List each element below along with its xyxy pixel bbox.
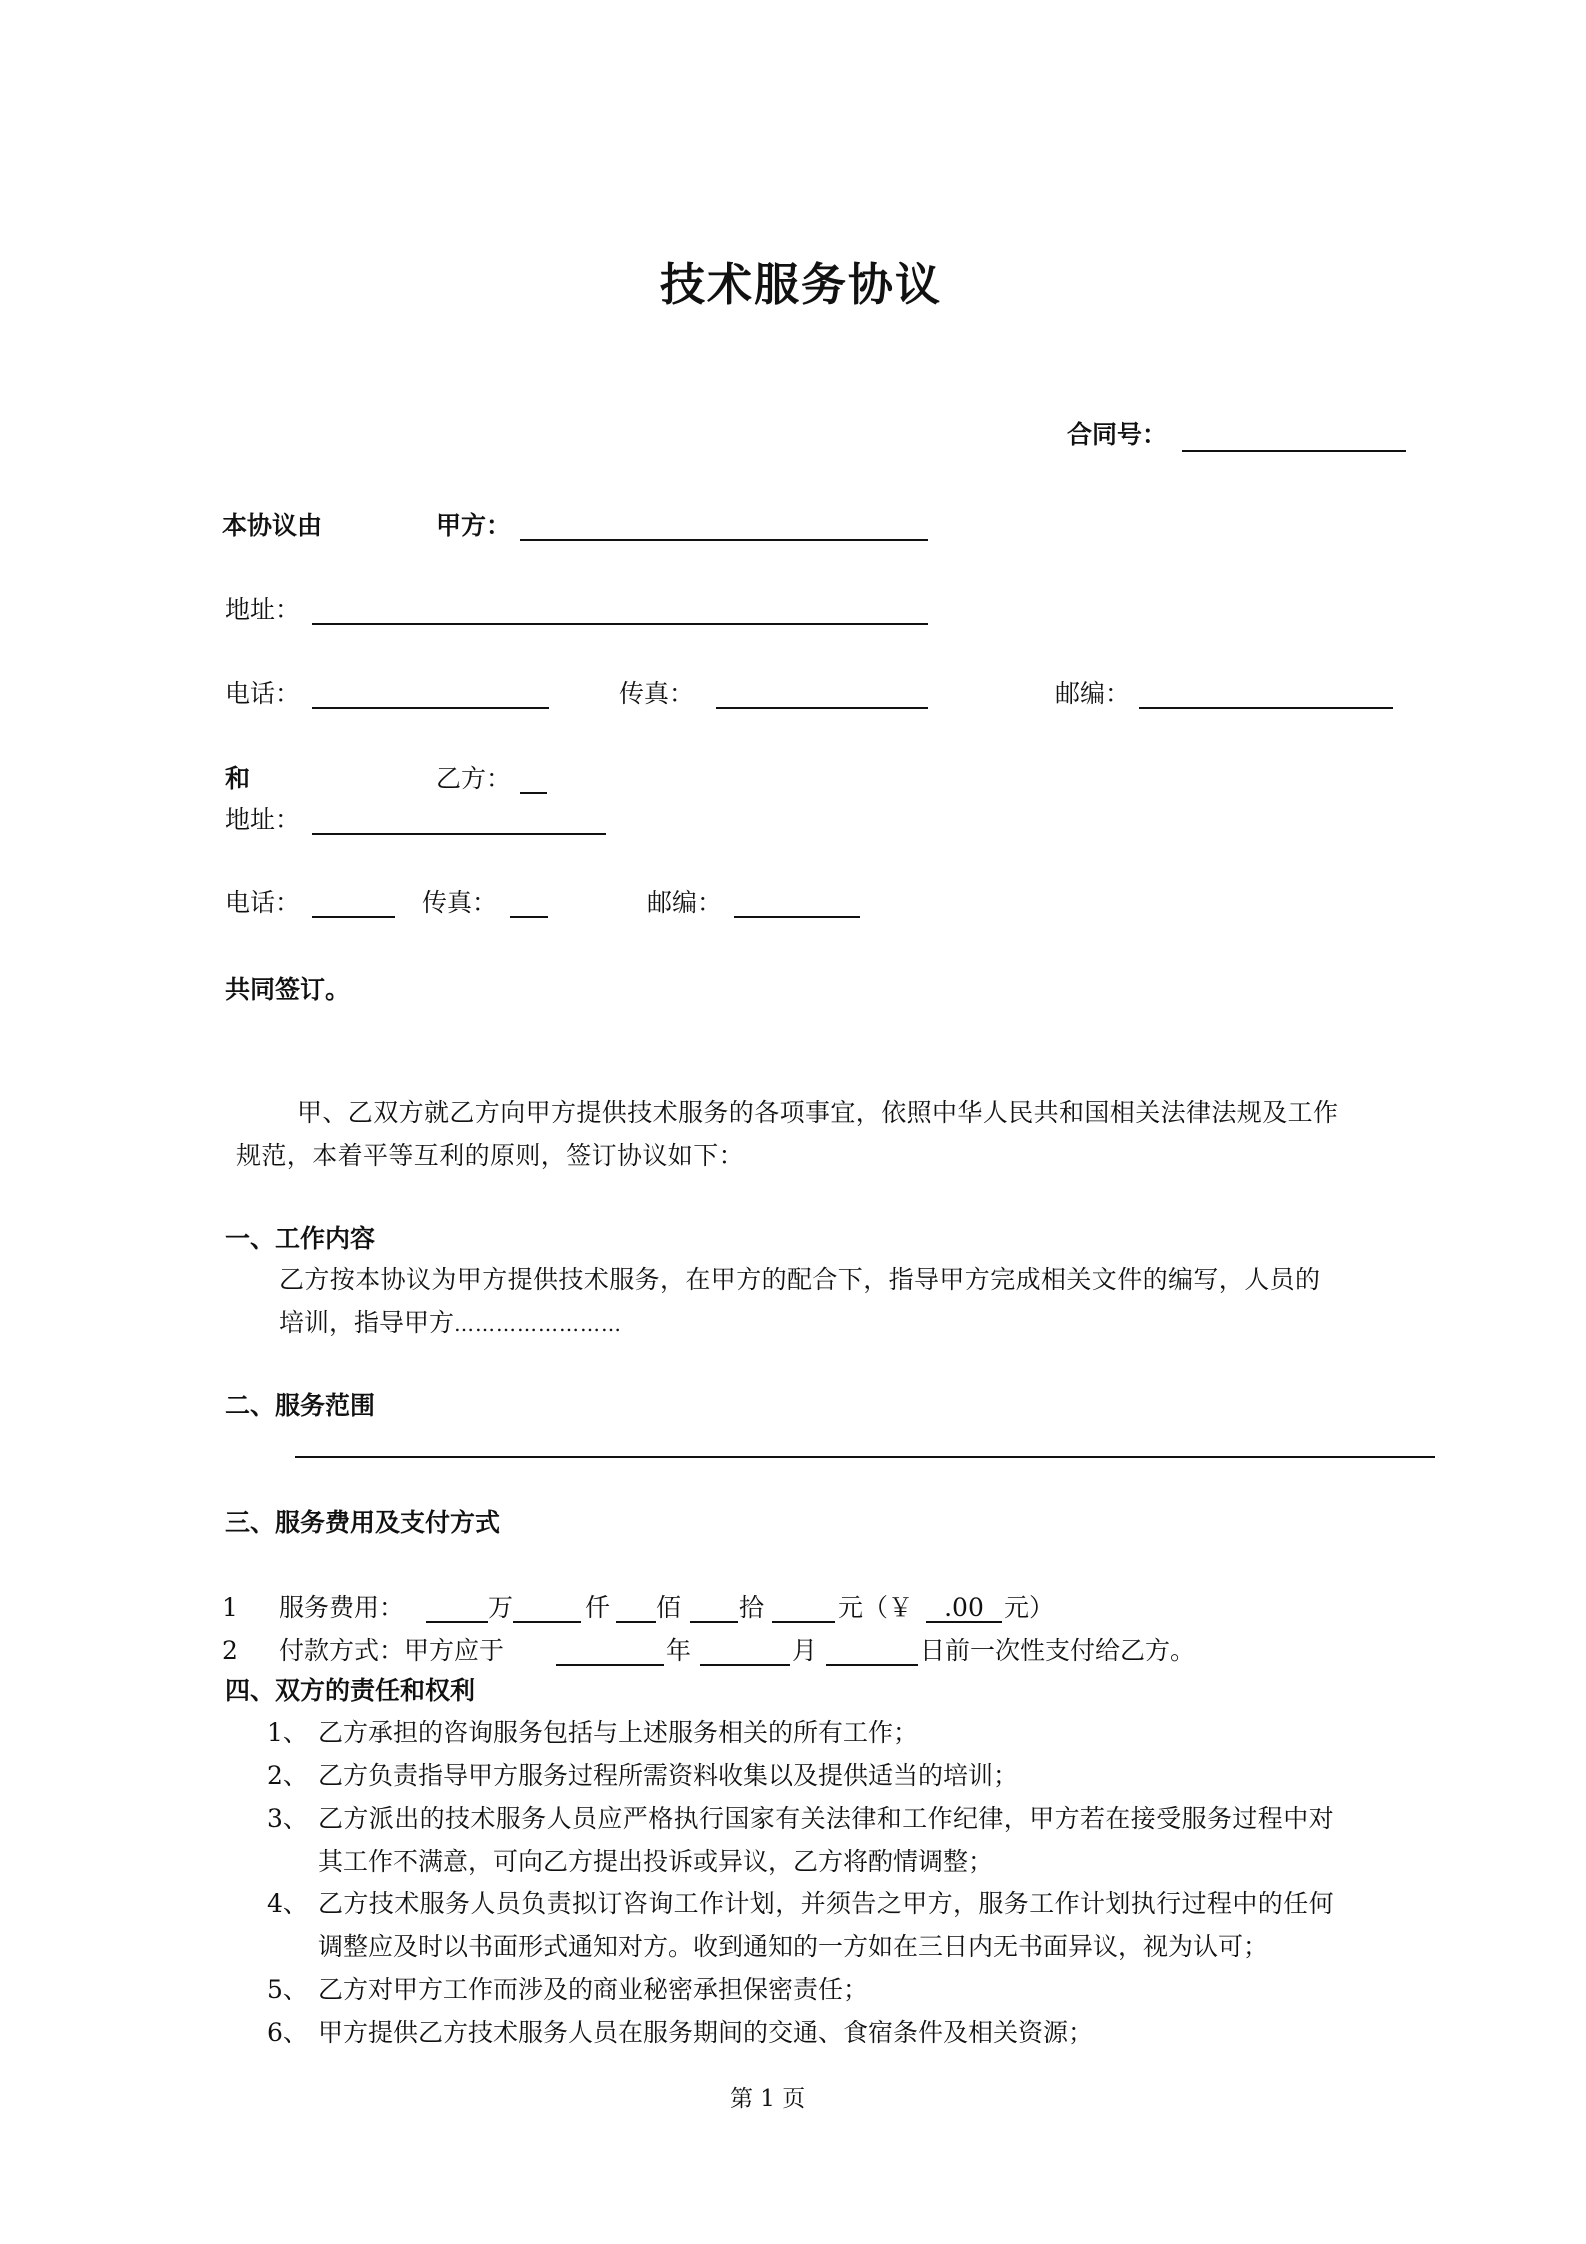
and-label: 和: [225, 764, 251, 793]
document-title: 技术服务协议: [660, 258, 943, 311]
item-4-number: 4、: [267, 1889, 308, 1918]
item-2-number: 2、: [267, 1761, 308, 1790]
section-1-line-2: [279, 1310, 622, 1335]
payment-label: 付款方式：甲方应于: [279, 1636, 505, 1665]
item-5-text: 乙方对甲方工作而涉及的商业秘密承担保密责任；: [318, 1975, 869, 2004]
party-a-fax-field[interactable]: [716, 685, 928, 709]
fee-wan-field[interactable]: [426, 1599, 488, 1623]
payment-day-field[interactable]: [826, 1642, 918, 1666]
section-4-heading: 四、双方的责任和权利: [225, 1676, 476, 1705]
party-b-fax-field[interactable]: [510, 894, 548, 918]
preamble-line-2: 规范，本着平等互利的原则，签订协议如下：: [236, 1141, 745, 1170]
party-a-phone-field[interactable]: [312, 685, 549, 709]
party-a-phone-label: 电话：: [225, 679, 301, 708]
fee-qian-unit: 仟: [585, 1593, 611, 1622]
party-b-zip-label: 邮编：: [647, 888, 723, 917]
service-scope-field[interactable]: [295, 1456, 1435, 1458]
item-3-text: 乙方派出的技术服务人员应严格执行国家有关法律和工作纪律，甲方若在接受服务过程中对: [318, 1804, 1335, 1833]
item-2-text: 乙方负责指导甲方服务过程所需资料收集以及提供适当的培训；: [318, 1761, 1019, 1790]
party-b-fax-label: 传真：: [422, 888, 498, 917]
fee-bai-unit: 佰: [656, 1593, 682, 1622]
party-a-fax-label: 传真：: [619, 679, 695, 708]
fee-shi-unit: 拾: [739, 1593, 765, 1622]
section-2-heading: 二、服务范围: [225, 1391, 376, 1420]
fee-bai-field[interactable]: [616, 1599, 656, 1623]
fee-qian-field[interactable]: [513, 1599, 581, 1623]
party-b-phone-label: 电话：: [225, 888, 301, 917]
item-6-text: 甲方提供乙方技术服务人员在服务期间的交通、食宿条件及相关资源；: [318, 2018, 1094, 2047]
contract-no-field[interactable]: [1182, 428, 1406, 452]
fee-amount-field[interactable]: .00: [926, 1595, 1002, 1623]
party-b-phone-field[interactable]: [312, 894, 395, 918]
party-b-zip-field[interactable]: [734, 894, 860, 918]
fee-yuan-field[interactable]: [772, 1599, 835, 1623]
item-4-continuation: 调整应及时以书面形式通知对方。收到通知的一方如在三日内无书面异议，视为认可；: [318, 1932, 1269, 1961]
intro-label: 本协议由: [222, 511, 323, 540]
party-b-address-label: 地址：: [225, 805, 301, 834]
section-1-heading: 一、工作内容: [225, 1224, 376, 1253]
payment-year-unit: 年: [666, 1636, 692, 1665]
fee-wan-unit: 万: [488, 1593, 514, 1622]
payment-month-field[interactable]: [700, 1642, 790, 1666]
fee-label: 服务费用：: [279, 1593, 405, 1622]
payment-day-text: 日前一次性支付给乙方。: [920, 1636, 1196, 1665]
contract-no-label: 合同号：: [1067, 420, 1168, 449]
item-5-number: 5、: [267, 1975, 308, 2004]
fee-item-number: 1: [222, 1593, 238, 1622]
party-b-address-field[interactable]: [312, 811, 606, 835]
party-a-zip-label: 邮编：: [1055, 679, 1131, 708]
party-a-address-label: 地址：: [225, 595, 301, 624]
payment-year-field[interactable]: [556, 1642, 664, 1666]
party-a-label: 甲方：: [436, 511, 512, 540]
page-number: 第 1 页: [730, 2086, 806, 2112]
item-1-text: 乙方承担的咨询服务包括与上述服务相关的所有工作；: [318, 1718, 919, 1747]
fee-yuan-open: 元（￥: [838, 1593, 914, 1622]
party-a-zip-field[interactable]: [1139, 685, 1393, 709]
section-1-line-2-text: 培训，指导甲方: [279, 1308, 455, 1337]
party-a-field[interactable]: [520, 517, 928, 541]
party-b-field[interactable]: [520, 770, 547, 794]
payment-month-unit: 月: [792, 1636, 818, 1665]
fee-shi-field[interactable]: [690, 1599, 738, 1623]
section-1-ellipsis: ……………………: [454, 1312, 623, 1336]
item-3-continuation: 其工作不满意，可向乙方提出投诉或异议，乙方将酌情调整；: [318, 1847, 994, 1876]
party-a-address-field[interactable]: [312, 601, 928, 625]
item-3-number: 3、: [267, 1804, 308, 1833]
co-sign-text: 共同签订。: [225, 975, 351, 1004]
party-b-label: 乙方：: [436, 764, 512, 793]
payment-item-number: 2: [222, 1636, 238, 1665]
section-3-heading: 三、服务费用及支付方式: [225, 1508, 501, 1537]
preamble-line-1: 甲、乙双方就乙方向甲方提供技术服务的各项事宜，依照中华人民共和国相关法律法规及工作: [297, 1098, 1339, 1127]
item-4-text: 乙方技术服务人员负责拟订咨询工作计划，并须告之甲方，服务工作计划执行过程中的任何: [318, 1889, 1335, 1918]
item-1-number: 1、: [267, 1718, 308, 1747]
fee-yuan-close: 元）: [1004, 1593, 1055, 1622]
section-1-line-1: 乙方按本协议为甲方提供技术服务，在甲方的配合下，指导甲方完成相关文件的编写，人员的: [279, 1265, 1321, 1294]
item-6-number: 6、: [267, 2018, 308, 2047]
